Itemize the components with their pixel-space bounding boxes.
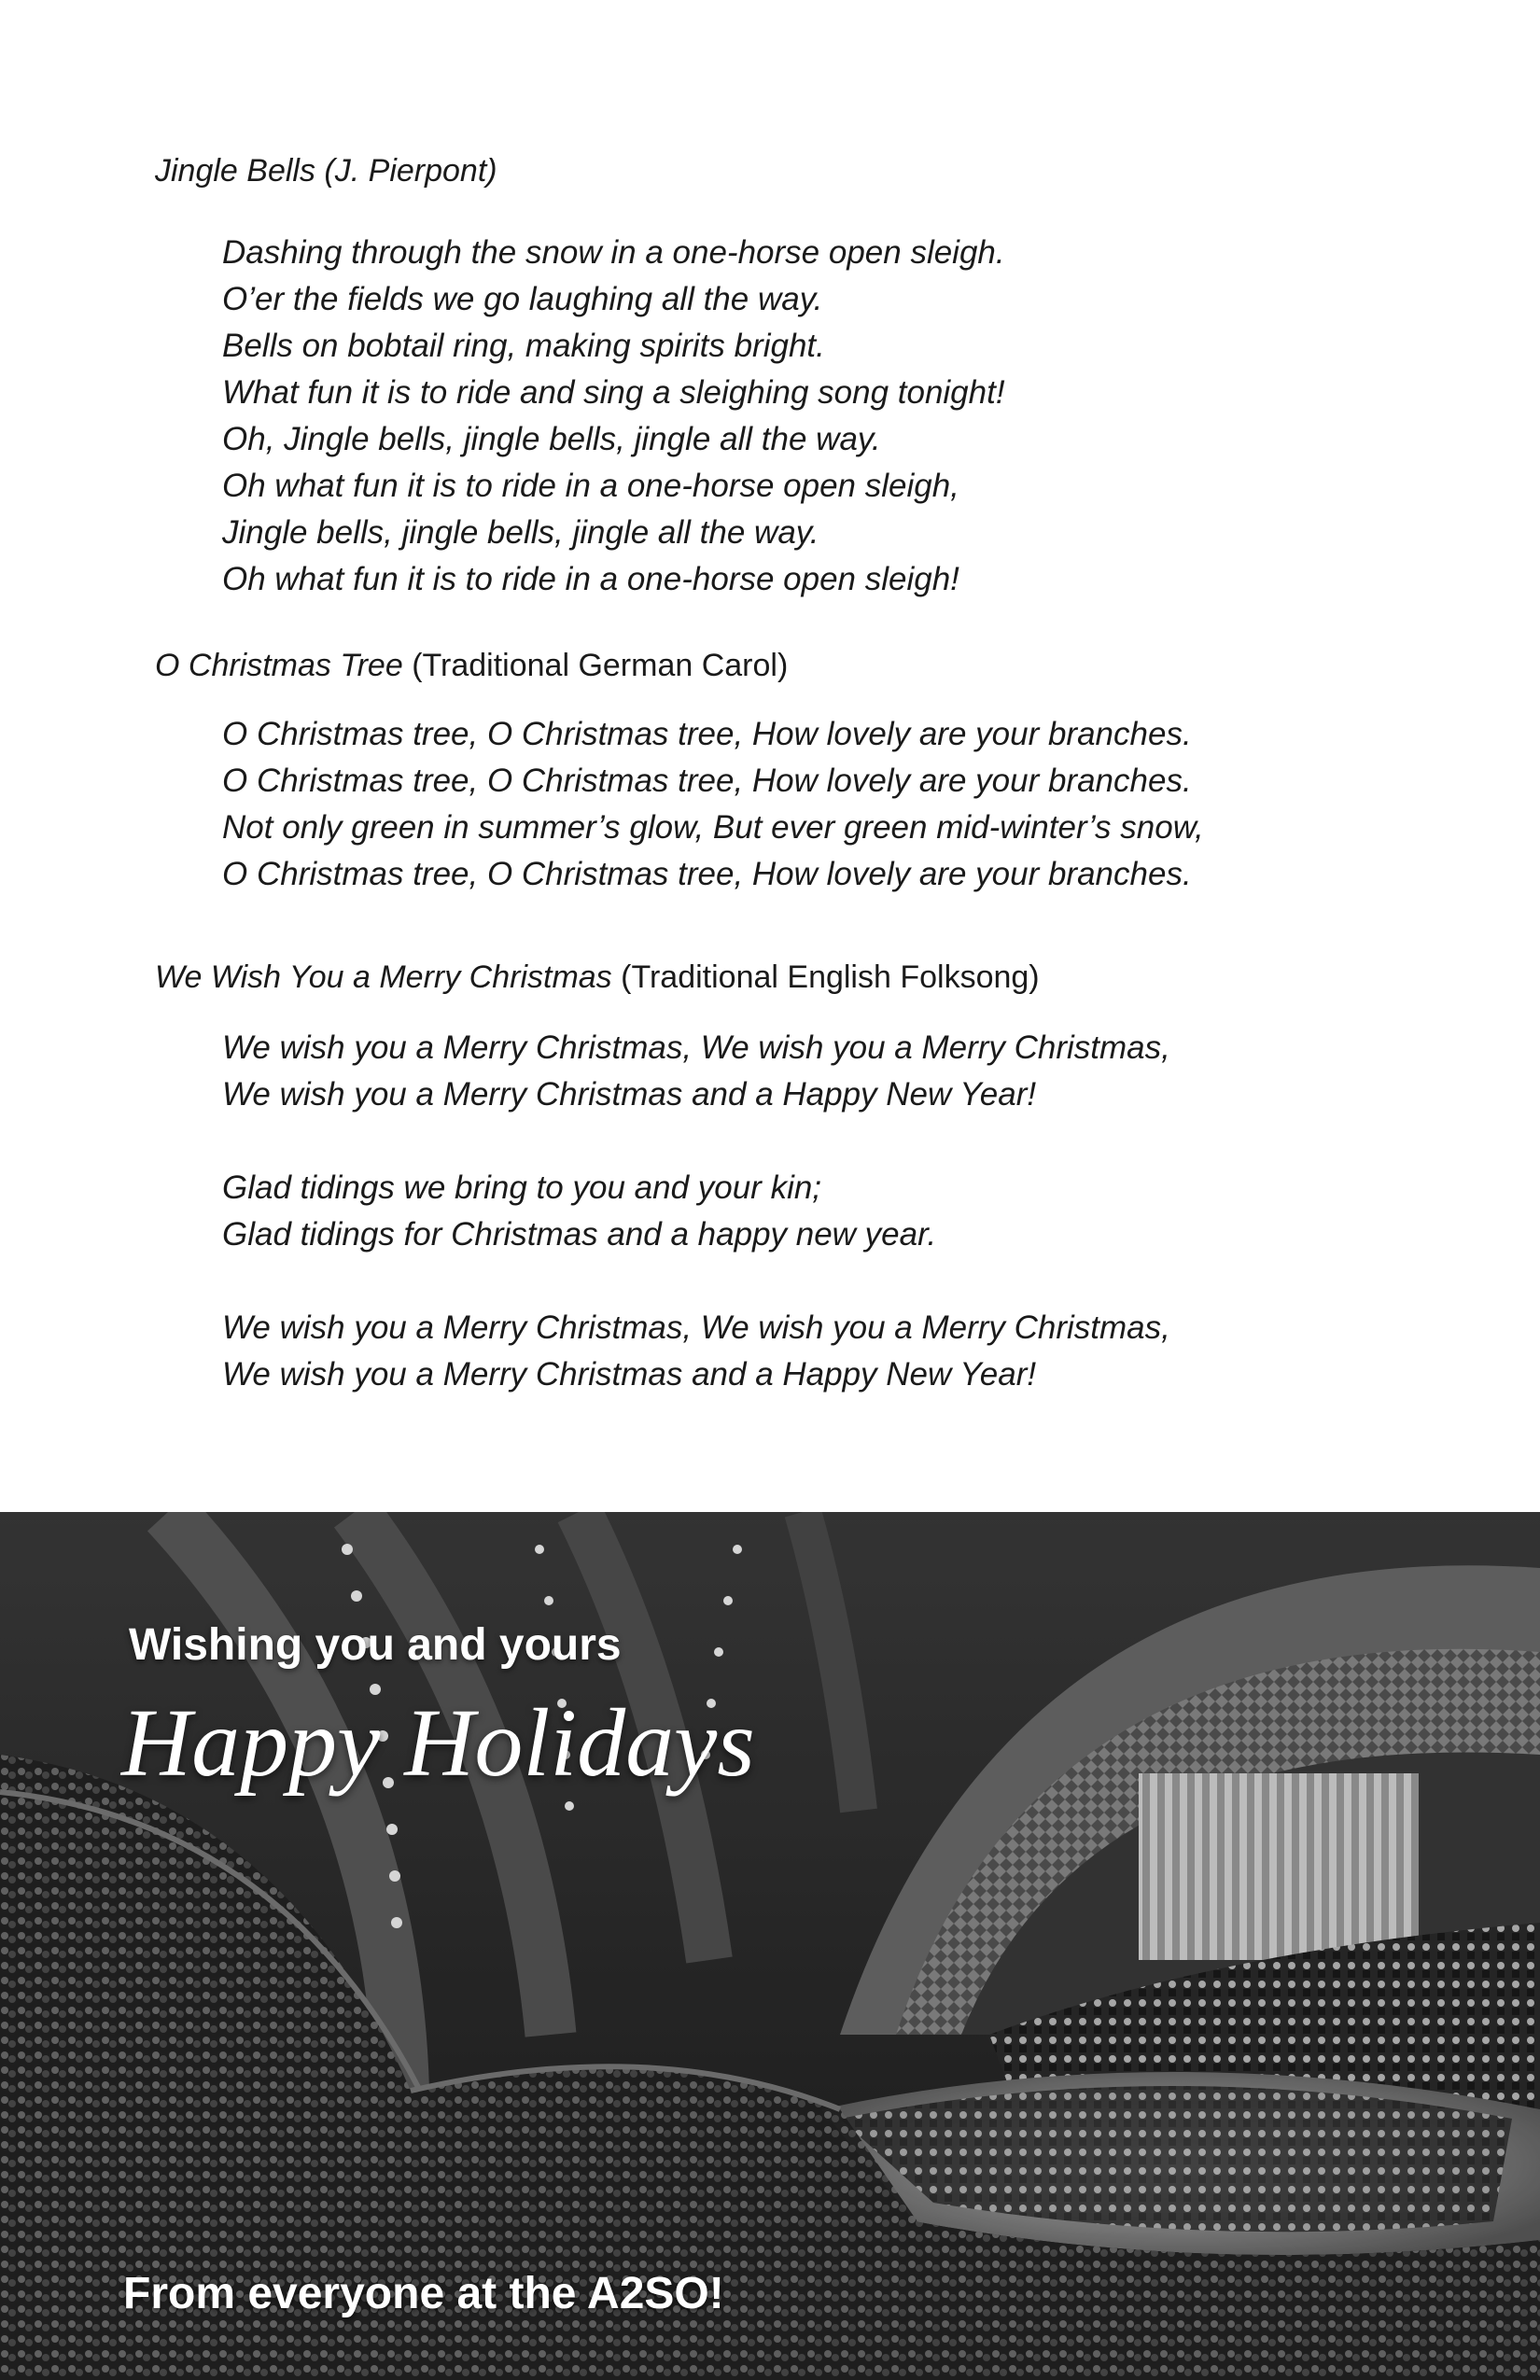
greeting-footer: From everyone at the A2SO! xyxy=(123,2269,724,2318)
lyric-line: We wish you a Merry Christmas, We wish you a Merry Christmas, xyxy=(222,1029,1170,1066)
lyric-line: We wish you a Merry Christmas, We wish you a Merry Christmas, xyxy=(222,1309,1170,1346)
lyric-line xyxy=(222,1258,1170,1305)
lyric-line: Jingle bells, jingle bells, jingle all the way. xyxy=(222,514,819,551)
lyric-line: Glad tidings for Christmas and a happy new year. xyxy=(222,1216,937,1253)
song-credit: (Traditional English Folksong) xyxy=(611,959,1040,995)
lyric-line: O Christmas tree, O Christmas tree, How lovely are your branches. xyxy=(222,716,1192,752)
lyric-line: Bells on bobtail ring, making spirits bright. xyxy=(222,328,825,364)
song-title-text: Jingle Bells (J. Pierpont) xyxy=(155,153,497,189)
song-title-jingle-bells xyxy=(155,151,497,190)
lyric-line: Oh, Jingle bells, jingle bells, jingle all the way. xyxy=(222,421,881,457)
lyric-line: Oh what fun it is to ride in a one-horse open sleigh, xyxy=(222,468,959,504)
verse-jingle-bells xyxy=(222,230,1005,603)
song-title-we-wish-you xyxy=(155,958,1040,997)
lyric-line: We wish you a Merry Christmas and a Happy New Year! xyxy=(222,1356,1037,1393)
lyric-line: O’er the fields we go laughing all the way. xyxy=(222,281,823,317)
verse-we-wish-you xyxy=(222,1025,1170,1398)
lyric-line xyxy=(222,1118,1170,1165)
lyric-line: What fun it is to ride and sing a sleighing song tonight! xyxy=(222,374,1005,411)
lyric-line: O Christmas tree, O Christmas tree, How lovely are your branches. xyxy=(222,763,1192,799)
greeting-intro: Wishing you and yours xyxy=(129,1620,622,1670)
lyric-line: O Christmas tree, O Christmas tree, How lovely are your branches. xyxy=(222,856,1192,892)
greeting-headline: Happy Holidays xyxy=(121,1689,755,1797)
verse-o-christmas-tree xyxy=(222,711,1204,898)
lyric-line: Oh what fun it is to ride in a one-horse open sleigh! xyxy=(222,561,959,597)
lyric-line: Glad tidings we bring to you and your kin; xyxy=(222,1169,822,1206)
song-credit: (Traditional German Carol) xyxy=(402,648,789,683)
lyric-line: Dashing through the snow in a one-horse open sleigh. xyxy=(222,234,1005,271)
lyric-line: Not only green in summer’s glow, But ever green mid-winter’s snow, xyxy=(222,809,1204,846)
lyric-line: We wish you a Merry Christmas and a Happy New Year! xyxy=(222,1076,1037,1113)
song-title-text: We Wish You a Merry Christmas xyxy=(155,959,612,995)
song-title-o-christmas-tree xyxy=(155,646,788,685)
song-title-text: O Christmas Tree xyxy=(155,648,403,683)
